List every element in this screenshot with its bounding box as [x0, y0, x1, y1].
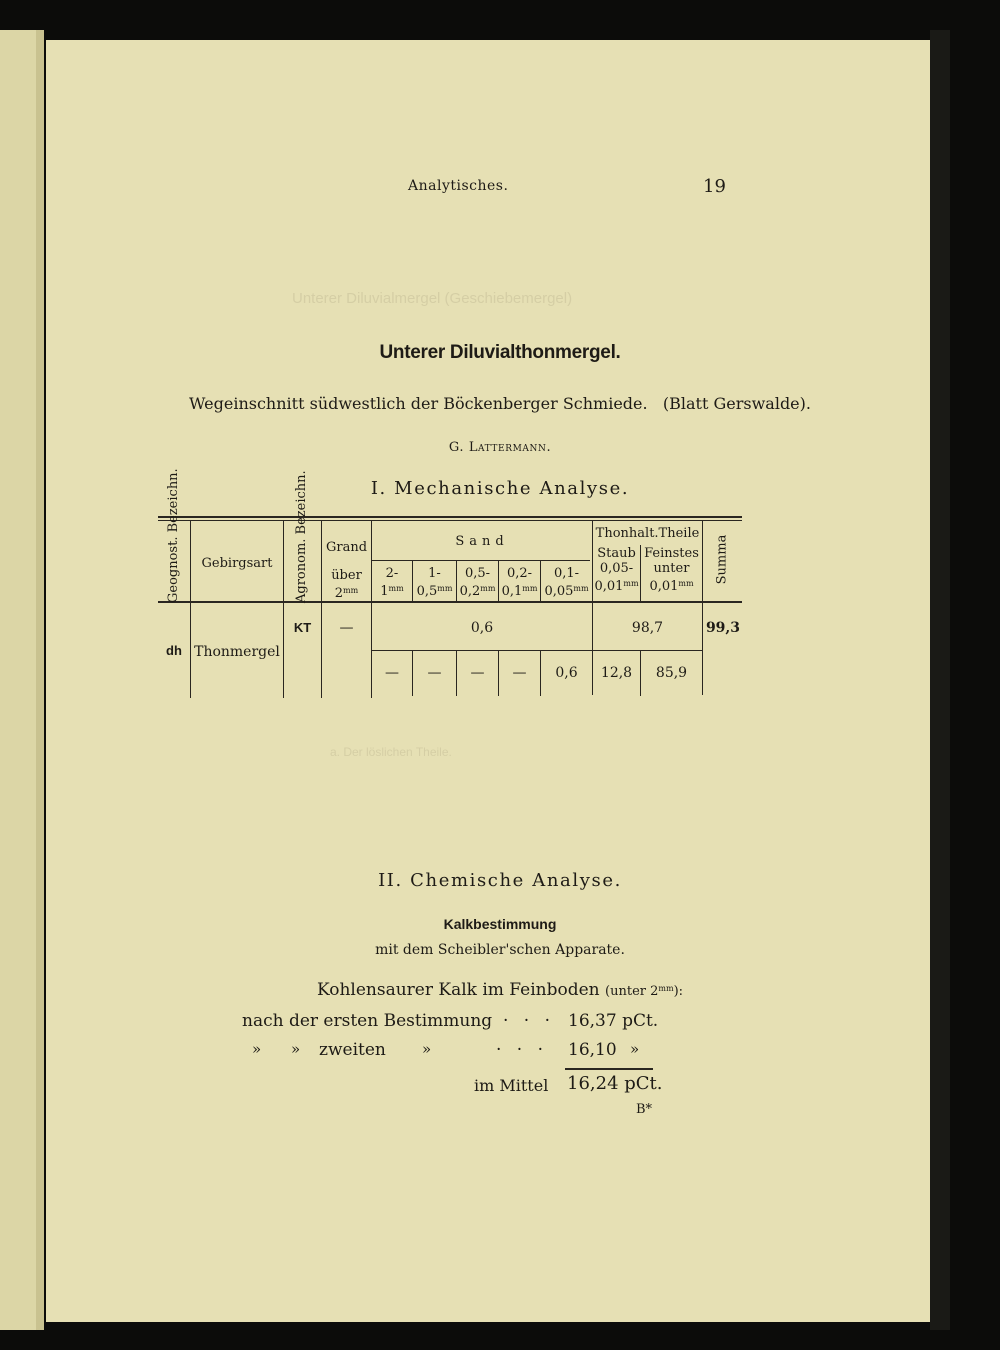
cell-sand-2: —	[427, 665, 442, 681]
header-sand-col-4	[499, 566, 540, 599]
ditto-mark-1: »	[252, 1040, 262, 1058]
mean-value: 16,24 pCt.	[567, 1073, 663, 1094]
header-grand: Grand	[325, 540, 368, 555]
cell-sand-3: —	[470, 665, 485, 681]
row-split-rule	[372, 650, 702, 651]
feinstes-text: Feinstes	[644, 546, 699, 561]
cell-sand-total: 0,6	[470, 620, 494, 636]
kohlen-line	[0, 980, 1000, 1000]
unit-sup: mm	[388, 584, 404, 593]
header-sand-col-5	[541, 566, 592, 599]
location-text: Wegeinschnitt südwestlich der Böckenberger Schmiede.	[189, 394, 648, 413]
col-rule	[283, 520, 284, 602]
show-through-text: Unterer Diluvialmergel (Geschiebemergel)	[292, 290, 573, 307]
unit-sup: mm	[623, 579, 639, 588]
sand-col-to: 0,1	[501, 584, 523, 599]
header-summa: Summa	[714, 534, 730, 585]
cell-gebirgsart: Thonmergel	[194, 644, 280, 660]
left-page-fold	[36, 30, 44, 1330]
page-title: Unterer Diluvialthonmergel.	[379, 342, 621, 363]
feinstes-under: unter	[653, 561, 690, 576]
sand-col-from: 2-	[385, 566, 399, 581]
sum-rule	[565, 1068, 653, 1070]
kohlen-small-b: ):	[673, 984, 684, 999]
cell-summa: 99,3	[705, 620, 741, 636]
unit-sup: mm	[573, 584, 589, 593]
sand-col-to: 0,5	[416, 584, 438, 599]
unit-sup: mm	[522, 584, 538, 593]
table-header-rule	[158, 601, 742, 603]
sand-col-from: 0,2-	[506, 566, 533, 581]
col-rule	[702, 603, 703, 695]
header-staub	[593, 546, 640, 594]
cell-geognost: dh	[166, 643, 182, 658]
staub-from: 0,05-	[599, 561, 634, 576]
second-value: 16,10	[568, 1040, 617, 1060]
cell-sand-4: —	[512, 665, 527, 681]
cell-feinstes: 85,9	[655, 665, 688, 681]
header-feinstes	[641, 546, 702, 594]
first-value: 16,37 pCt.	[568, 1011, 659, 1031]
author-line: G. Lattermann.	[448, 440, 552, 455]
signature-mark: B*	[636, 1102, 653, 1117]
dots: · · ·	[496, 1040, 549, 1060]
sand-col-to: 0,2	[459, 584, 481, 599]
col-rule	[592, 603, 593, 695]
unit-sup: mm	[678, 579, 694, 588]
ditto-mark-3: »	[422, 1040, 432, 1058]
header-sand-col-1	[372, 566, 412, 599]
section-heading-mechanical: I. Mechanische Analyse.	[370, 478, 630, 499]
kohlen-text: Kohlensaurer Kalk im Feinboden	[316, 980, 600, 1000]
header-geognost	[166, 468, 181, 603]
col-rule	[321, 603, 322, 698]
sand-col-to: 1	[380, 584, 389, 599]
col-rule	[283, 603, 284, 698]
first-label: nach der ersten Bestimmung	[242, 1011, 493, 1031]
header-sand-col-2	[413, 566, 456, 599]
cell-agronom: KT	[293, 620, 312, 635]
sheet-text: (Blatt Gerswalde).	[662, 394, 811, 413]
cell-sand-5: 0,6	[555, 665, 578, 681]
kalk-heading: Kalkbestimmung	[443, 916, 557, 932]
grand-sub-text: über	[331, 568, 362, 583]
running-header: Analytisches.	[408, 178, 509, 194]
grand-sub-value: 2	[334, 586, 344, 601]
ditto-mark-2: »	[291, 1040, 301, 1058]
page-number: 19	[703, 176, 726, 197]
kohlen-small-a: (unter 2	[605, 984, 659, 999]
header-gebirgsart: Gebirgsart	[201, 556, 273, 571]
kohlen-small	[605, 984, 683, 999]
col-rule	[371, 603, 372, 698]
kalk-subheading: mit dem Scheibler'schen Apparate.	[375, 942, 625, 958]
unit-sup: mm	[343, 586, 359, 595]
unit-sup: mm	[437, 584, 453, 593]
location-line	[0, 394, 1000, 413]
book-spine	[930, 30, 950, 1330]
unit-sup: mm	[658, 984, 674, 993]
show-through-text: a. Der löslichen Theile.	[330, 745, 452, 759]
book-page	[46, 40, 930, 1322]
staub-to: 0,01	[594, 579, 624, 594]
header-grand-sub	[322, 568, 371, 601]
col-rule	[702, 520, 703, 602]
header-agronom-text: Agronom. Bezeichn.	[294, 470, 309, 603]
sand-col-to: 0,05	[544, 584, 574, 599]
cell-thon-total: 98,7	[631, 620, 664, 636]
header-thon: Thonhalt.Theile	[595, 526, 700, 541]
unit-sup: mm	[480, 584, 496, 593]
feinstes-value: 0,01	[649, 579, 679, 594]
header-agronom	[294, 470, 309, 603]
sand-col-from: 0,1-	[553, 566, 580, 581]
section-heading-chemical: II. Chemische Analyse.	[378, 870, 622, 891]
staub-text: Staub	[597, 546, 636, 561]
table-top-rule-2	[158, 520, 742, 521]
cell-staub: 12,8	[600, 665, 633, 681]
header-geognost-text: Geognost. Bezeichn.	[166, 468, 181, 603]
second-label: zweiten	[319, 1040, 386, 1060]
ditto-mark-4: »	[630, 1040, 640, 1058]
dots: · · ·	[502, 1011, 555, 1031]
sand-col-from: 0,5-	[464, 566, 491, 581]
cell-grand: —	[339, 620, 354, 636]
header-sand: Sand	[455, 534, 509, 549]
first-measurement	[242, 1011, 555, 1031]
header-sand-col-3	[457, 566, 498, 599]
mean-label: im Mittel	[474, 1076, 549, 1095]
cell-sand-1: —	[385, 665, 399, 681]
sand-sub-rule	[372, 560, 590, 561]
table-top-rule	[158, 516, 742, 518]
sand-col-from: 1-	[428, 566, 441, 581]
